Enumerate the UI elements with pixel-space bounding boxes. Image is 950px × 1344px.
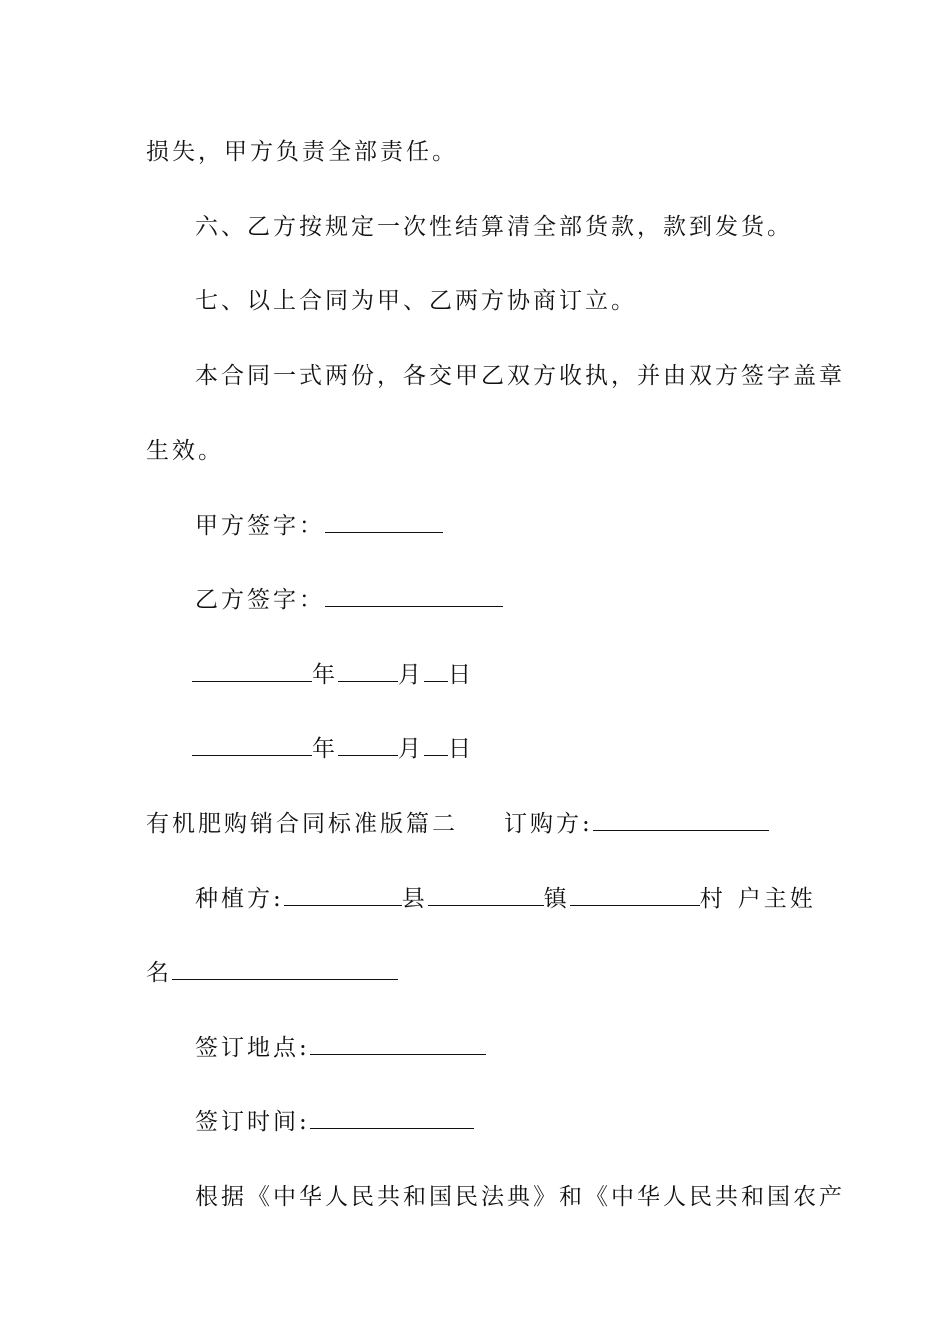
date-2-day-blank[interactable] — [424, 735, 448, 756]
date-2-year-label: 年 — [312, 736, 338, 762]
household-head-label: 户主姓 — [737, 886, 816, 912]
household-name-label: 名 — [146, 960, 172, 986]
village-label: 村 — [699, 886, 726, 912]
signing-place-blank[interactable] — [310, 1034, 486, 1055]
copies-statement-cont: 生效。 — [146, 438, 224, 464]
party-b-signature-blank[interactable] — [325, 586, 503, 607]
section-two-header — [146, 809, 769, 839]
buyer-label: 订购方: — [504, 811, 593, 837]
county-blank[interactable] — [284, 885, 402, 906]
date-2-year-blank[interactable] — [192, 735, 312, 756]
date-1-day-label: 日 — [448, 662, 474, 688]
planter-line — [195, 884, 816, 914]
party-a-signature-label: 甲方签字： — [195, 513, 325, 539]
legal-basis-line: 根据《中华人民共和国民法典》和《中华人民共和国农产 — [195, 1184, 845, 1210]
clause-seven: 七、以上合同为甲、乙两方协商订立。 — [195, 288, 637, 314]
copies-statement: 本合同一式两份，各交甲乙双方收执，并由双方签字盖章 — [195, 363, 845, 389]
party-b-signature — [195, 585, 503, 615]
date-1-year-blank[interactable] — [192, 661, 312, 682]
signing-time-blank[interactable] — [310, 1108, 474, 1129]
date-2-month-label: 月 — [398, 736, 424, 762]
signing-place-line — [195, 1033, 486, 1063]
signing-time-line — [195, 1107, 474, 1137]
town-blank[interactable] — [428, 885, 544, 906]
date-1-month-blank[interactable] — [338, 661, 398, 682]
household-name-line — [146, 958, 398, 988]
paragraph-line-1: 损失，甲方负责全部责任。 — [146, 139, 458, 165]
party-a-signature-blank[interactable] — [325, 512, 443, 533]
buyer-blank[interactable] — [593, 810, 769, 831]
signing-place-label: 签订地点: — [195, 1035, 310, 1061]
planter-label: 种植方: — [195, 886, 284, 912]
clause-six: 六、乙方按规定一次性结算清全部货款，款到发货。 — [195, 214, 793, 240]
date-line-1 — [192, 660, 474, 690]
village-blank[interactable] — [570, 885, 700, 906]
date-1-year-label: 年 — [312, 662, 338, 688]
date-2-month-blank[interactable] — [338, 735, 398, 756]
household-name-blank[interactable] — [172, 959, 398, 980]
party-a-signature — [195, 511, 443, 541]
date-1-day-blank[interactable] — [424, 661, 448, 682]
date-line-2 — [192, 734, 474, 764]
party-b-signature-label: 乙方签字： — [195, 587, 325, 613]
town-label: 镇 — [543, 886, 570, 912]
date-2-day-label: 日 — [448, 736, 474, 762]
county-label: 县 — [401, 886, 428, 912]
section-title: 有机肥购销合同标准版篇二 — [146, 811, 458, 837]
date-1-month-label: 月 — [398, 662, 424, 688]
signing-time-label: 签订时间: — [195, 1109, 310, 1135]
